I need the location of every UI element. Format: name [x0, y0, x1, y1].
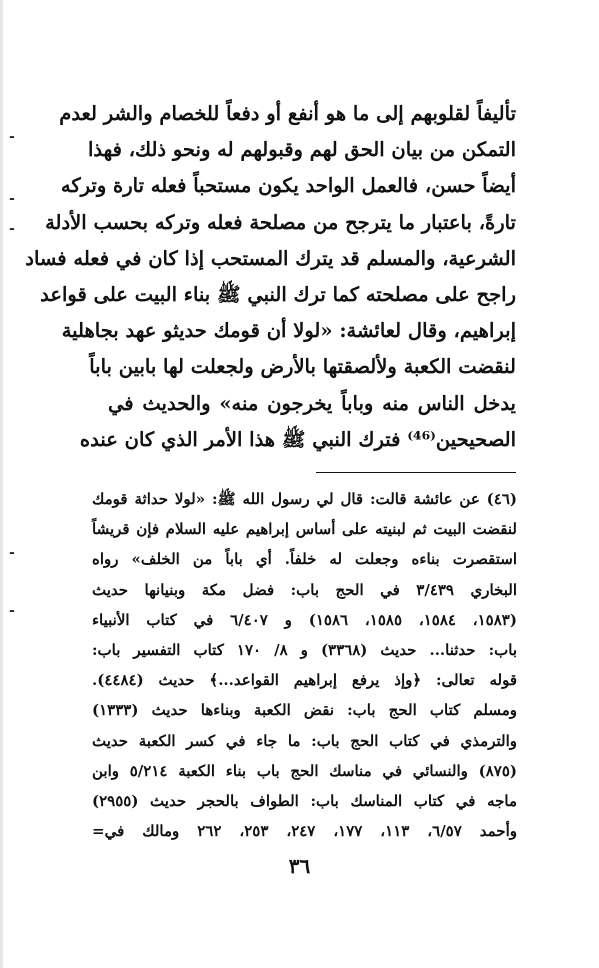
- footnote-line: (١٥٨٣، ١٥٨٤، ١٥٨٥، ١٥٨٦) و ٦/٤٠٧ في كتاب الأنبياء: [92, 610, 517, 629]
- text-line: الصحيحين⁽⁴⁶⁾ فترك النبي ﷺ هذا الأمر الذي كان عنده: [79, 427, 516, 451]
- text-line: التمكن من بيان الحق لهم وقبولهم له ونحو ذلك، فهذا: [87, 138, 516, 162]
- footnote-line: ومسلم كتاب الحج باب: نقض الكعبة وبناءها حديث (١٣٣٣): [92, 701, 517, 720]
- footnote-line: وأحمد ٦/٥٧، ١١٣، ١٧٧، ٢٤٧، ٢٥٣، ٢٦٢ ومالك في=: [92, 822, 517, 841]
- footnote-line: استقصرت بناءه وجعلت له خلفاً. أي باباً من الخلف» رواه: [92, 550, 517, 569]
- text-line: تأليفاً لقلوبهم إلى ما هو أنفع أو دفعاً للخصام والشر لعدم: [59, 102, 516, 125]
- margin-mark: -: [9, 545, 15, 561]
- margin-mark: -: [9, 221, 15, 237]
- footnote-line: والترمذي في كتاب الحج باب: ما جاء في كسر الكعبة حديث: [92, 731, 517, 750]
- footnote-line: (٨٧٥) والنسائي في مناسك الحج باب بناء الكعبة ٥/٢١٤ وابن: [92, 761, 517, 780]
- footnote-line: قوله تعالى: ﴿وإذ يرفع إبراهيم القواعد...﴾ حديث (٤٤٨٤).: [92, 671, 517, 690]
- text-line: أيضاً حسن، فالعمل الواحد يكون مستحباً فعله تارة وتركه: [60, 174, 516, 198]
- text-line: تارةً، باعتبار ما يترجح من مصلحة فعله وتركه بحسب الأدلة: [45, 210, 516, 234]
- footnote-line: ماجه في كتاب المناسك باب: الطواف بالحجر حديث (٢٩٥٥): [92, 791, 517, 810]
- footnote-separator: [316, 472, 516, 473]
- margin-mark: -: [9, 603, 15, 619]
- text-line: الشرعية، والمسلم قد يترك المستحب إذا كان في فعله فساد: [25, 246, 516, 270]
- margin-mark: -: [9, 129, 15, 145]
- text-line: يدخل الناس منه وباباً يخرجون منه» والحديث في: [108, 391, 516, 415]
- footnotes: [92, 484, 517, 846]
- main-text: [25, 96, 516, 458]
- footnote-line: لنقضت البيت ثم لبنيته على أساس إبراهيم عليه السلام فإن قريشاً: [92, 520, 517, 539]
- margin-mark: -: [9, 191, 15, 207]
- footnote-line: باب: حدثنا... حديث (٣٣٦٨) و ٨/ ١٧٠ كتاب التفسير باب:: [92, 640, 517, 659]
- text-line: إبراهيم، وقال لعائشة: «لولا أن قومك حديثو عهد بجاهلية: [61, 319, 516, 343]
- text-line: راجح على مصلحته كما ترك النبي ﷺ بناء البيت على قواعد: [40, 282, 516, 306]
- footnote-line: البخاري ٣/٤٣٩ في الحج باب: فضل مكة وبنيانها حديث: [92, 580, 517, 599]
- page-number: ٣٦: [288, 854, 311, 878]
- footnote-line: (٤٦) عن عائشة قالت: قال لي رسول الله ﷺ: «لولا حداثة قومك: [92, 490, 517, 508]
- text-line: لنقضت الكعبة ولألصقتها بالأرض ولجعلت لها بابين باباً: [89, 355, 516, 379]
- scan-edge-shadow: [0, 0, 3, 968]
